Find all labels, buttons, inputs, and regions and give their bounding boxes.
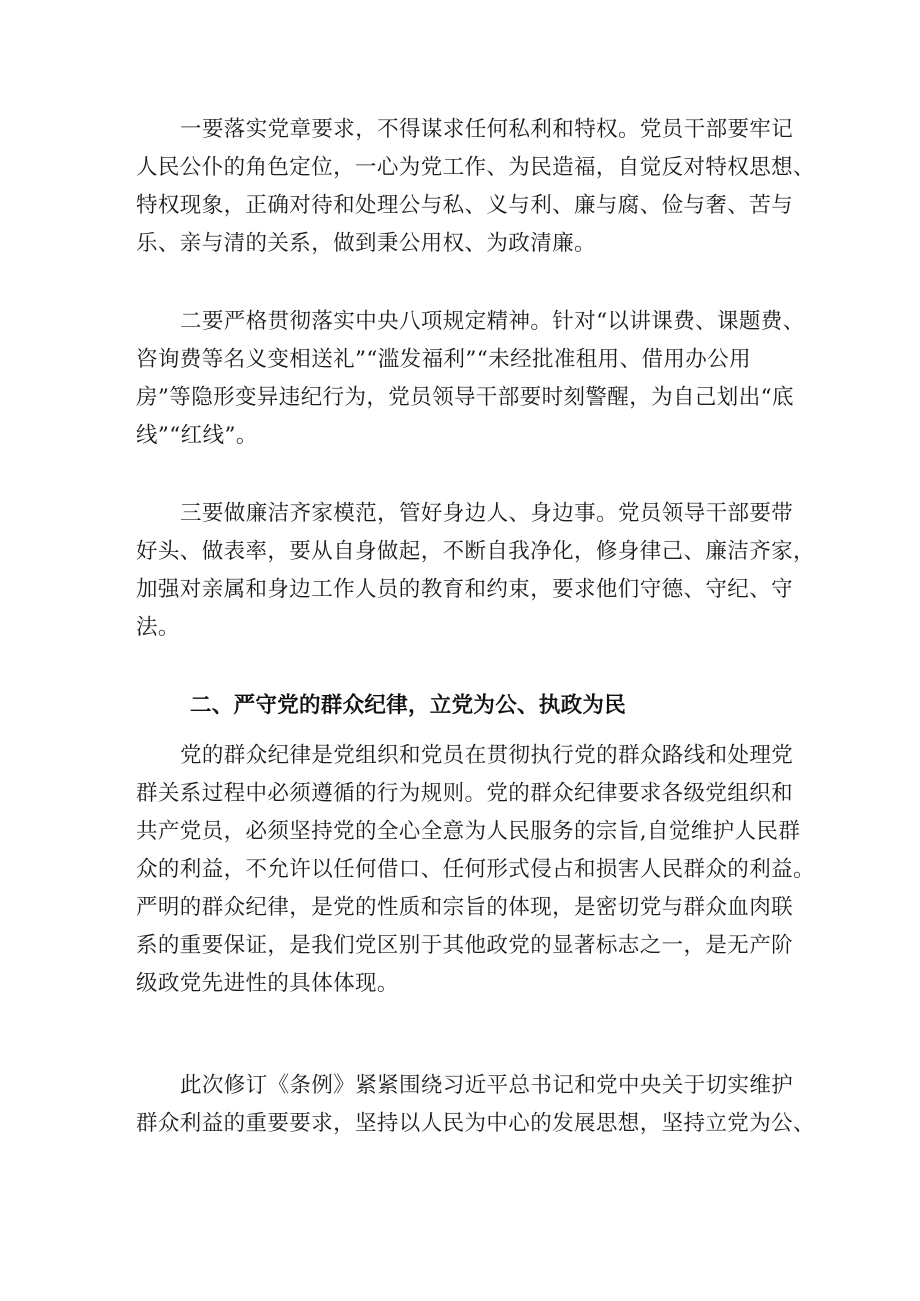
paragraph-line: 共产党员，必须坚持党的全心全意为人民服务的宗旨,自觉维护人民群 [136,819,801,844]
paragraph-line: 此次修订《条例》紧紧围绕习近平总书记和党中央关于切实维护 [180,1073,794,1098]
paragraph-line: 三要做廉洁齐家模范，管好身边人、身边事。党员领导干部要带 [180,501,794,526]
paragraph-line: 众的利益，不允许以任何借口、任何形式侵占和损害人民群众的利益。 [136,857,815,882]
paragraph-line: 人民公仆的角色定位，一心为党工作、为民造福，自觉反对特权思想、 [136,155,815,180]
paragraph-3 [136,495,815,647]
paragraph-line: 加强对亲属和身边工作人员的教育和约束，要求他们守德、守纪、守 [136,577,794,602]
section-heading: 二、严守党的群众纪律，立党为公、执政为民 [190,693,627,718]
paragraph-line: 严明的群众纪律，是党的性质和宗旨的体现，是密切党与群众血肉联 [136,895,794,920]
paragraph-4 [136,737,815,1003]
paragraph-5 [136,1067,815,1143]
paragraph-line: 二要严格贯彻落实中央八项规定精神。针对“以讲课费、课题费、 [180,309,805,334]
paragraph-line: 乐、亲与清的关系，做到秉公用权、为政清廉。 [136,231,596,256]
paragraph-line: 系的重要保证，是我们党区别于其他政党的显著标志之一，是无产阶 [136,933,794,958]
paragraph-line: 群关系过程中必须遵循的行为规则。党的群众纪律要求各级党组织和 [136,781,794,806]
paragraph-2 [136,303,805,455]
paragraph-line: 咨询费等名义变相送礼”“滥发福利”“未经批准租用、借用办公用 [136,347,751,372]
paragraph-line: 一要落实党章要求，不得谋求任何私利和特权。党员干部要牢记 [180,117,794,142]
paragraph-line: 群众利益的重要要求，坚持以人民为中心的发展思想，坚持立党为公、 [136,1111,815,1136]
paragraph-line: 好头、做表率，要从自身做起，不断自我净化，修身律己、廉洁齐家， [136,539,815,564]
paragraph-line: 房”等隐形变异违纪行为，党员领导干部要时刻警醒，为自己划出“底 [136,385,794,410]
paragraph-1 [136,111,815,263]
paragraph-line: 特权现象，正确对待和处理公与私、义与利、廉与腐、俭与奢、苦与 [136,193,794,218]
paragraph-line: 级政党先进性的具体体现。 [136,971,399,996]
paragraph-line: 线”“红线”。 [136,423,258,448]
paragraph-line: 法。 [136,615,180,640]
paragraph-line: 党的群众纪律是党组织和党员在贯彻执行党的群众路线和处理党 [180,743,794,768]
